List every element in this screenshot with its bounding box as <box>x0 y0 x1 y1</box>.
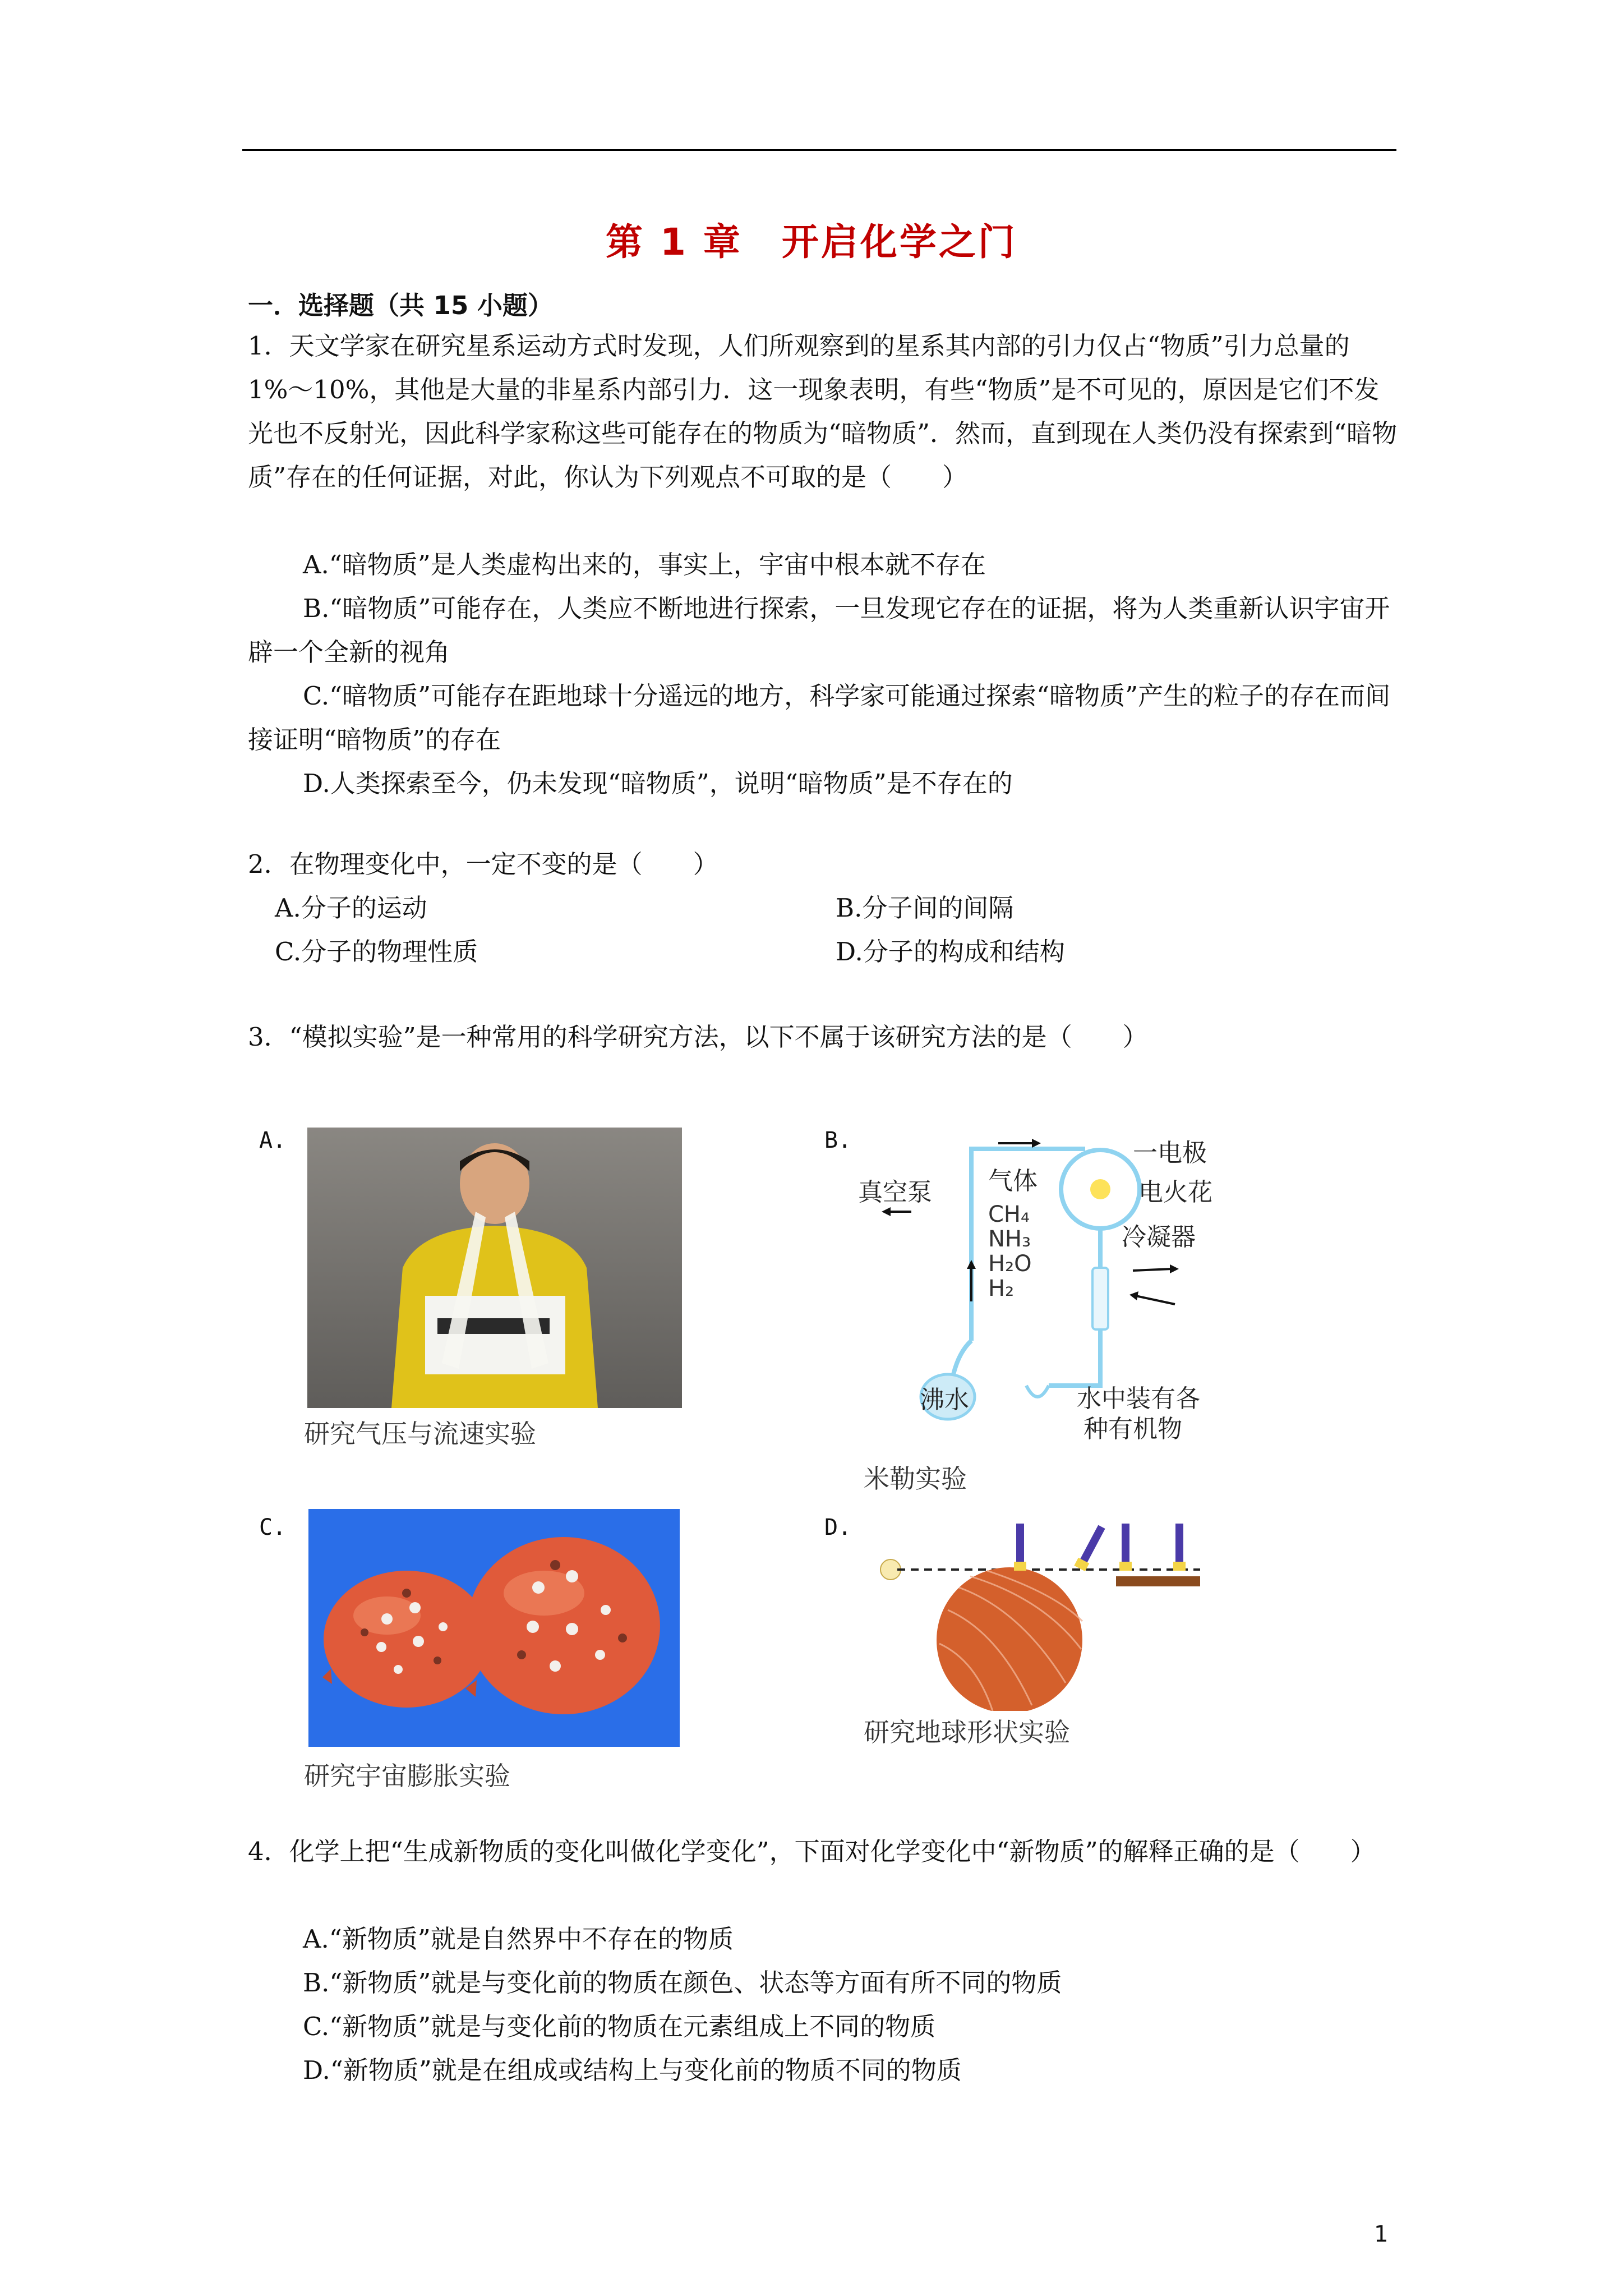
fig-a-photo <box>307 1128 682 1408</box>
q2-option-b: B.分子间的间隔 <box>836 893 1014 923</box>
fig-d-caption: 研究地球形状实验 <box>864 1717 1070 1747</box>
q4-stem: 4．化学上把“生成新物质的变化叫做化学变化”，下面对化学变化中“新物质”的解释正确的是（ ） <box>248 1837 1376 1866</box>
label-ch4: CH₄ <box>988 1202 1030 1227</box>
label-condenser: 冷凝器 <box>1122 1223 1196 1251</box>
q2-option-c: C.分子的物理性质 <box>275 937 478 967</box>
fig-c-caption: 研究宇宙膨胀实验 <box>304 1761 510 1791</box>
label-nh3: NH₃ <box>988 1226 1031 1252</box>
q4-option-c: C.“新物质”就是与变化前的物质在元素组成上不同的物质 <box>303 2012 936 2041</box>
label-organics-2: 种有机物 <box>1083 1415 1182 1442</box>
fig-d-earth-diagram <box>875 1515 1211 1711</box>
fig-b-miller-diagram <box>858 1128 1251 1442</box>
q2-option-a: A.分子的运动 <box>275 893 427 923</box>
label-h2: H₂ <box>988 1276 1015 1301</box>
q2-stem: 2．在物理变化中，一定不变的是（ ） <box>248 849 718 879</box>
label-vacuum-pump: 真空泵 <box>858 1178 932 1207</box>
q1-option-a: A.“暗物质”是人类虚构出来的，事实上，宇宙中根本就不存在 <box>303 550 986 579</box>
q1-option-b: B.“暗物质”可能存在，人类应不断地进行探索，一旦发现它存在的证据，将为人类重新认识宇宙开辟一个全新的视角 <box>248 593 1390 667</box>
q3-stem: 3．“模拟实验”是一种常用的科学研究方法，以下不属于该研究方法的是（ ） <box>248 1022 1148 1052</box>
label-spark: 电火花 <box>1138 1178 1212 1207</box>
fig-a-letter: A. <box>259 1128 287 1153</box>
label-h2o: H₂O <box>988 1251 1032 1277</box>
q4-option-a: A.“新物质”就是自然界中不存在的物质 <box>303 1924 734 1954</box>
fig-b-caption: 米勒实验 <box>864 1464 967 1494</box>
fig-c-letter: C. <box>259 1515 287 1540</box>
q1-stem: 1．天文学家在研究星系运动方式时发现，人们所观察到的星系其内部的引力仅占“物质”引力总量的 1%～10%，其他是大量的非星系内部引力．这一现象表明，有些“物质”是不可见的，原因是它们不发光也不反射光，因此科学家称这些可能存在的物质为“暗物质”．然而，直到现在人类仍没有探索到“暗物质”存在的任何证据，对此，你认为下列观点不可取的是（ ） <box>248 331 1398 492</box>
fig-d-letter: D. <box>824 1515 852 1540</box>
q4-option-d: D.“新物质”就是在组成或结构上与变化前的物质不同的物质 <box>303 2055 962 2085</box>
fig-a-caption: 研究气压与流速实验 <box>304 1419 536 1449</box>
page-number: 1 <box>1374 2221 1389 2247</box>
section-heading: 一．选择题（共 15 小题） <box>248 291 553 320</box>
fig-c-balloons-photo <box>308 1509 680 1747</box>
header-rule <box>242 149 1396 151</box>
fig-b-letter: B. <box>824 1128 852 1153</box>
q2-option-d: D.分子的构成和结构 <box>836 937 1065 967</box>
label-electrode: 一电极 <box>1133 1139 1207 1167</box>
q1-option-d: D.人类探索至今，仍未发现“暗物质”，说明“暗物质”是不存在的 <box>303 769 1013 798</box>
q1-option-c: C.“暗物质”可能存在距地球十分遥远的地方，科学家可能通过探索“暗物质”产生的粒子的存在而间接证明“暗物质”的存在 <box>248 681 1391 754</box>
page-title: 第 1 章 开启化学之门 <box>606 220 1017 264</box>
label-boiling-water: 沸水 <box>920 1386 969 1414</box>
q4-option-b: B.“新物质”就是与变化前的物质在颜色、状态等方面有所不同的物质 <box>303 1968 1062 1998</box>
label-organics-1: 水中装有各 <box>1077 1384 1200 1413</box>
label-gas: 气体 <box>988 1167 1038 1195</box>
